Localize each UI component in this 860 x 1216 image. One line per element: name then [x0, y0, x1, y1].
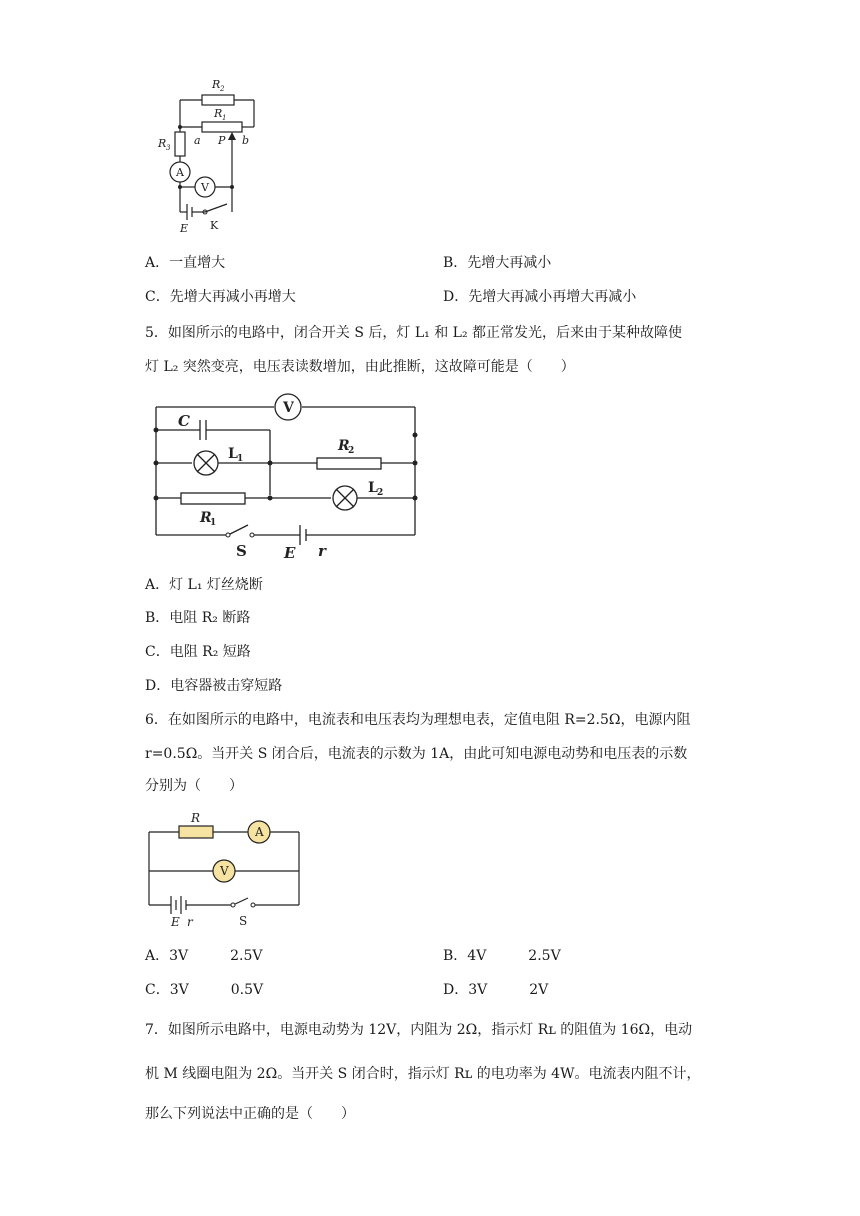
q4-label-r3: R — [158, 137, 167, 150]
q5-option-a[interactable]: A．灯 L₁ 灯丝烧断 — [145, 577, 263, 593]
q6-label-a: A — [255, 825, 264, 839]
q4-option-b[interactable]: B．先增大再减小 — [443, 255, 552, 271]
q4-label-ammeter: A — [176, 166, 184, 179]
q7-stem-line2: 机 M 线圈电阻为 2Ω。当开关 S 闭合时，指示灯 Rʟ 的电功率为 4W。电流表内阻不计， — [145, 1066, 701, 1082]
q6-resistor-r — [179, 826, 213, 838]
q5-label-l1: L — [228, 446, 238, 462]
q4-label-r1: R — [214, 107, 223, 120]
q4-label-a: a — [194, 134, 201, 147]
q4-label-e: E — [180, 222, 189, 235]
q4-resistor-r2 — [202, 95, 234, 105]
q6-label-s: S — [239, 914, 248, 928]
svg-text:2: 2 — [348, 446, 355, 456]
q5-label-e: E — [284, 544, 296, 562]
q6-option-b[interactable]: B．4V 2.5V — [443, 948, 561, 964]
q4-resistor-r3 — [175, 132, 185, 156]
q5-label-r: r — [318, 542, 326, 560]
q4-label-b: b — [242, 134, 250, 147]
q4-label-k: K — [210, 219, 219, 232]
q5-option-c[interactable]: C．电阻 R₂ 短路 — [145, 644, 251, 660]
q7-stem-line3: 那么下列说法中正确的是（ ） — [145, 1106, 355, 1122]
q6-stem-line2: r=0.5Ω。当开关 S 闭合后，电流表的示数为 1A，由此可知电源电动势和电压表的示数 — [145, 746, 688, 762]
q6-label-r: R — [191, 811, 201, 825]
q5-stem-line1: 5．如图所示的电路中，闭合开关 S 后，灯 L₁ 和 L₂ 都正常发光，后来由于某种故障使 — [145, 325, 683, 341]
q4-label-voltmeter: V — [201, 181, 209, 194]
q6-circuit-diagram — [143, 810, 313, 930]
q5-label-r1: R — [200, 510, 212, 526]
q5-label-l2: L — [368, 480, 378, 496]
q6-label-e: E — [171, 915, 180, 929]
q5-circuit-diagram — [148, 392, 428, 562]
q5-resistor-r1 — [181, 493, 245, 504]
q5-resistor-r2 — [317, 458, 381, 469]
svg-text:3: 3 — [166, 144, 171, 152]
q4-label-p: P — [218, 134, 226, 147]
q4-option-a[interactable]: A．一直增大 — [145, 255, 226, 271]
q4-option-d[interactable]: D．先增大再减小再增大再减小 — [443, 289, 637, 305]
q6-option-c[interactable]: C．3V 0.5V — [145, 982, 264, 998]
q6-stem-line3: 分别为（ ） — [145, 778, 243, 794]
q5-option-b[interactable]: B．电阻 R₂ 断路 — [145, 610, 251, 626]
q5-label-s: S — [236, 542, 247, 560]
svg-text:1: 1 — [210, 518, 217, 528]
svg-text:2: 2 — [377, 488, 384, 498]
q5-label-v: V — [283, 400, 294, 416]
q5-label-r2: R — [338, 438, 350, 454]
q4-resistor-r1 — [202, 122, 242, 132]
q6-label-r-int: r — [187, 915, 193, 929]
svg-text:1: 1 — [237, 454, 244, 464]
q6-stem-line1: 6．在如图所示的电路中，电流表和电压表均为理想电表，定值电阻 R=2.5Ω，电源内阻 — [145, 712, 691, 728]
q4-circuit-diagram — [150, 72, 270, 242]
q7-stem-line1: 7．如图所示电路中，电源电动势为 12V，内阻为 2Ω，指示灯 Rʟ 的阻值为 16Ω，电动 — [145, 1022, 693, 1038]
q6-label-v: V — [220, 864, 229, 878]
q6-option-a[interactable]: A．3V 2.5V — [145, 948, 263, 964]
svg-text:2: 2 — [220, 85, 225, 93]
q5-label-c: C — [178, 412, 190, 430]
q6-option-d[interactable]: D．3V 2V — [443, 982, 549, 998]
q4-label-r2: R — [212, 78, 221, 91]
svg-text:1: 1 — [222, 114, 227, 122]
q4-option-c[interactable]: C．先增大再减小再增大 — [145, 289, 296, 305]
q5-option-d[interactable]: D．电容器被击穿短路 — [145, 678, 283, 694]
q5-stem-line2: 灯 L₂ 突然变亮，电压表读数增加，由此推断，这故障可能是（ ） — [145, 359, 575, 375]
